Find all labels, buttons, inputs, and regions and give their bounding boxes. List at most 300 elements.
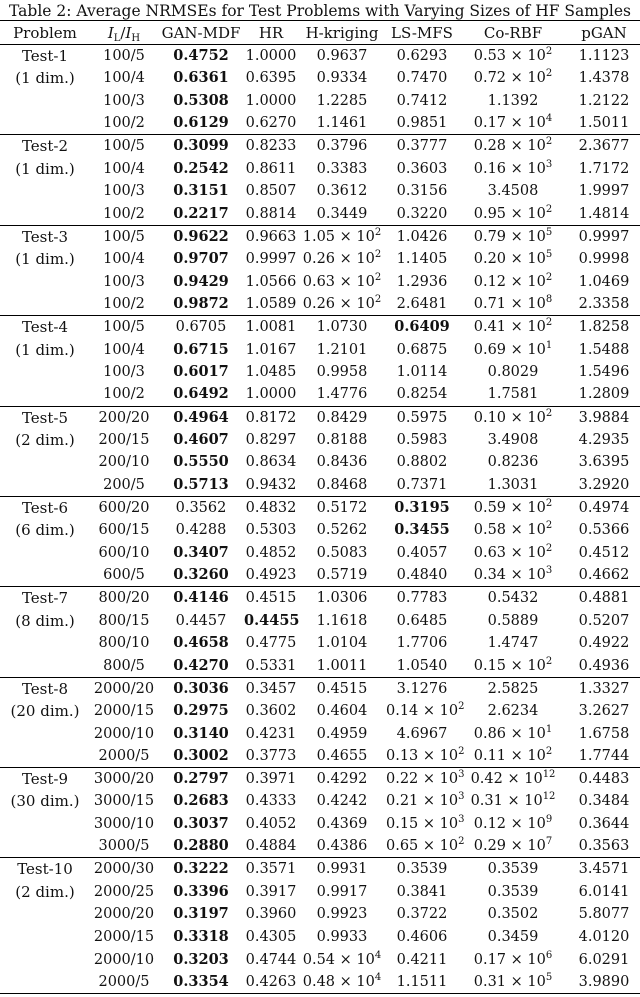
co-rbf-cell: $0.17 \times 10^4$ [473,113,553,132]
sample-size-cell: 100/4 [103,341,145,358]
co-rbf-cell: 1.7581 [487,386,539,403]
co-rbf-cell: 0.3539 [458,858,568,881]
ls-mfs-cell: 0.3156 [396,183,448,200]
table-row [0,655,640,678]
h-kriging-cell: 0.4655 [316,747,368,764]
hr-cell: 0.3571 [244,858,298,881]
ls-mfs-cell: 0.6875 [396,341,448,358]
h-kriging-cell: 1.2101 [316,341,368,358]
ls-mfs-cell: 0.8802 [396,454,448,471]
table-row [0,542,640,565]
sample-size-cell: 600/5 [103,567,145,584]
pgan-cell: 2.3677 [568,135,640,158]
co-rbf-cell: $0.71 \times 10^8$ [473,294,553,313]
hr-cell: 0.4052 [245,815,297,832]
ls-mfs-cell: 0.6409 [386,316,458,339]
ls-mfs-cell: 1.2936 [396,273,448,290]
problem-name: Test-7 [0,587,90,610]
table-row [0,948,640,971]
sample-size-cell: 800/15 [98,612,150,629]
h-kriging-cell: 0.9637 [316,48,368,65]
h-kriging-cell: 0.9958 [316,364,368,381]
ls-mfs-cell: 1.1511 [386,971,458,994]
table-caption: Table 2: Average NRMSEs for Test Problems with Varying Sizes of HF Samples [9,2,631,20]
problem-cell [0,90,90,113]
h-kriging-cell: $0.26 \times 10^2$ [302,249,382,268]
pgan-cell: 1.4814 [578,205,630,222]
ls-mfs-cell: 0.7412 [396,92,448,109]
sample-size-cell: 100/4 [103,70,145,87]
co-rbf-cell: 0.3459 [487,928,539,945]
gan-mdf-cell: 0.9429 [173,272,229,290]
header-pgan: pGAN [568,21,640,45]
h-kriging-cell: 0.9334 [316,70,368,87]
problem-dimension: (20 dim.) [10,702,80,721]
gan-mdf-cell: 0.3036 [158,677,244,700]
table-row [0,971,640,994]
gan-mdf-cell: 0.3222 [158,858,244,881]
gan-mdf-cell: 0.2542 [173,159,229,177]
sample-size-cell: 100/2 [103,386,145,403]
ls-mfs-cell: 1.0426 [386,225,458,248]
gan-mdf-cell: 0.3151 [173,182,229,200]
h-kriging-cell: 0.3796 [298,135,386,158]
h-kriging-cell: 1.0011 [316,657,368,674]
ls-mfs-cell: 0.3455 [394,521,450,539]
table-row [0,429,640,452]
gan-mdf-cell: 0.4457 [175,612,227,629]
ls-mfs-cell: 0.3220 [396,205,448,222]
hr-cell: 0.4333 [245,793,297,810]
pgan-cell: 1.2809 [578,386,630,403]
pgan-cell: 3.4571 [568,858,640,881]
h-kriging-cell: 1.0306 [298,587,386,610]
h-kriging-cell: 0.5172 [298,496,386,519]
pgan-cell: 1.7744 [578,747,630,764]
ls-mfs-cell: 0.3722 [396,906,448,923]
gan-mdf-cell: 0.9707 [173,250,229,268]
sample-size-cell: 200/10 [98,454,150,471]
sample-size-cell: 600/15 [98,522,150,539]
table-row [0,383,640,406]
pgan-cell: 1.5488 [578,341,630,358]
pgan-cell: 0.9997 [568,225,640,248]
sample-size-cell: 2000/15 [93,703,155,720]
gan-mdf-cell: 0.9622 [158,225,244,248]
h-kriging-cell: 0.4515 [298,677,386,700]
h-kriging-cell: $0.54 \times 10^4$ [302,949,382,968]
co-rbf-cell: $0.10 \times 10^2$ [458,406,568,429]
pgan-cell: 0.4881 [568,587,640,610]
header-problem: Problem [0,21,90,45]
gan-mdf-cell: 0.4607 [173,430,229,448]
sample-size-cell: 100/3 [103,183,145,200]
ls-mfs-cell: 0.4211 [396,951,448,968]
sample-size-cell: 3000/20 [90,768,158,791]
problem-name: Test-6 [0,496,90,519]
table-row [0,361,640,384]
h-kriging-cell: 0.4604 [316,703,368,720]
pgan-cell: 1.1123 [578,48,630,65]
problem-dimension: (1 dim.) [15,69,75,88]
sample-size-cell: 2000/5 [90,971,158,994]
h-kriging-cell: 1.0730 [298,316,386,339]
gan-mdf-cell: 0.2880 [173,837,229,855]
problem-dimension: (30 dim.) [10,792,80,811]
table-row [0,587,640,610]
ls-mfs-cell: $0.14 \times 10^2$ [386,701,465,720]
sample-size-cell: 100/5 [90,316,158,339]
sample-size-cell: 800/10 [98,635,150,652]
h-kriging-cell: $0.48 \times 10^4$ [298,971,386,994]
problem-cell [0,451,90,474]
co-rbf-cell: 1.1392 [487,92,539,109]
hr-cell: 0.4852 [245,544,297,561]
table-row [0,225,640,248]
problem-cell [0,655,90,678]
table-row [0,632,640,655]
pgan-cell: 3.9890 [568,971,640,994]
table-row [0,135,640,158]
problem-cell [0,112,90,135]
hr-cell: 0.8634 [245,454,297,471]
pgan-cell: 1.0469 [578,273,630,290]
problem-cell [0,926,90,949]
ls-mfs-cell: 0.6485 [396,612,448,629]
co-rbf-cell: $0.53 \times 10^2$ [473,46,553,65]
hr-cell: 0.8172 [244,406,298,429]
sample-size-cell: 2000/25 [93,883,155,900]
pgan-cell: 2.3358 [578,296,630,313]
gan-mdf-cell: 0.3197 [173,905,229,923]
table-row [0,745,640,768]
co-rbf-cell: 0.5432 [458,587,568,610]
problem-cell [0,903,90,926]
pgan-cell: 1.4378 [578,70,630,87]
ls-mfs-cell: 1.7706 [396,635,448,652]
sample-size-cell: 100/2 [103,205,145,222]
ls-mfs-cell: 0.8254 [396,386,448,403]
sample-size-cell: 2000/10 [93,725,155,742]
header-gan-mdf: GAN-MDF [158,21,244,45]
hr-cell: 1.0000 [245,48,297,65]
table-row [0,813,640,836]
sample-size-cell: 100/3 [103,364,145,381]
table-row [0,564,640,587]
problem-cell [0,474,90,497]
sample-size-cell: 3000/15 [93,793,155,810]
hr-cell: 1.0167 [245,341,297,358]
sample-size-cell: 2000/10 [93,951,155,968]
hr-cell: 0.3457 [244,677,298,700]
h-kriging-cell: 0.8188 [316,431,368,448]
sample-size-cell: 200/15 [98,431,150,448]
ls-mfs-cell: 0.4057 [396,544,448,561]
sample-size-cell: 2000/15 [93,928,155,945]
problem-cell [0,722,90,745]
hr-cell: 0.4231 [245,725,297,742]
h-kriging-cell: 1.0104 [316,635,368,652]
co-rbf-cell: 0.8236 [487,454,539,471]
gan-mdf-cell: 0.3037 [173,814,229,832]
pgan-cell: 3.6395 [578,454,630,471]
gan-mdf-cell: 0.6017 [173,363,229,381]
hr-cell: 0.4263 [244,971,298,994]
ls-mfs-cell: $0.15 \times 10^3$ [386,813,465,832]
co-rbf-cell: $0.31 \times 10^{12}$ [470,791,556,810]
table-row [0,248,640,271]
gan-mdf-cell: 0.9872 [173,295,229,313]
table-row [0,835,640,858]
sample-size-cell: 2000/20 [93,906,155,923]
gan-mdf-cell: 0.2797 [158,768,244,791]
gan-mdf-cell: 0.5713 [173,475,229,493]
ls-mfs-cell: 4.6967 [396,725,448,742]
h-kriging-cell: 0.9923 [316,906,368,923]
gan-mdf-cell: 0.2217 [173,204,229,222]
ls-mfs-cell: 0.4606 [396,928,448,945]
hr-cell: 0.6270 [245,115,297,132]
sample-size-cell: 600/10 [98,544,150,561]
hr-cell: 0.8507 [245,183,297,200]
h-kriging-cell: 0.5083 [316,544,368,561]
gan-mdf-cell: 0.5550 [173,453,229,471]
table-row [0,496,640,519]
problem-name: Test-5 [0,406,90,429]
hr-cell: 1.0081 [244,316,298,339]
h-kriging-cell: 0.9933 [316,928,368,945]
table-row [0,406,640,429]
ls-mfs-cell: 0.3841 [396,883,448,900]
pgan-cell: 0.4922 [578,635,630,652]
header-sizes: $I_L/I_H$ [90,21,158,45]
pgan-cell: 3.9884 [568,406,640,429]
ls-mfs-cell: 1.1405 [396,251,448,268]
ls-mfs-cell: 0.5975 [386,406,458,429]
table-row [0,316,640,339]
sample-size-cell: 2000/30 [90,858,158,881]
co-rbf-cell: 0.3502 [487,906,539,923]
gan-mdf-cell: 0.3140 [173,724,229,742]
hr-cell: 0.6395 [245,70,297,87]
problem-name: Test-8 [0,677,90,700]
pgan-cell: 0.3563 [578,838,630,855]
ls-mfs-cell: $0.65 \times 10^2$ [386,836,465,855]
h-kriging-cell: $0.26 \times 10^2$ [302,294,382,313]
co-rbf-cell: 0.5889 [487,612,539,629]
h-kriging-cell: 0.3449 [316,205,368,222]
table-row [0,700,640,723]
h-kriging-cell: 1.2285 [316,92,368,109]
problem-cell [0,632,90,655]
gan-mdf-cell: 0.4146 [158,587,244,610]
gan-mdf-cell: 0.3407 [173,543,229,561]
sample-size-cell: 200/5 [103,476,145,493]
table-row [0,609,640,632]
co-rbf-cell: $0.41 \times 10^2$ [458,316,568,339]
hr-cell: 0.8297 [245,431,297,448]
ls-mfs-cell: 0.6293 [396,48,448,65]
ls-mfs-cell: 0.3195 [386,496,458,519]
header-h-kriging: H-kriging [298,21,386,45]
hr-cell: 0.5303 [245,522,297,539]
sample-size-cell: 2000/20 [90,677,158,700]
problem-dimension: (1 dim.) [15,250,75,269]
header-co-rbf: Co-RBF [458,21,568,45]
hr-cell: 0.4775 [245,635,297,652]
co-rbf-cell: $0.12 \times 10^9$ [473,813,553,832]
sample-size-cell: 600/20 [90,496,158,519]
pgan-cell: 5.8077 [578,906,630,923]
sample-size-cell: 100/5 [90,225,158,248]
h-kriging-cell: 0.4369 [316,815,368,832]
pgan-cell: 4.0120 [578,928,630,945]
gan-mdf-cell: 0.5308 [173,91,229,109]
ls-mfs-cell: 0.7470 [396,70,448,87]
co-rbf-cell: 1.4747 [487,635,539,652]
problem-cell [0,835,90,858]
problem-cell [0,361,90,384]
sample-size-cell: 100/4 [103,160,145,177]
pgan-cell: 0.4662 [578,567,630,584]
co-rbf-cell: $0.69 \times 10^1$ [473,339,553,358]
sample-size-cell: 100/5 [103,48,145,65]
h-kriging-cell: $0.63 \times 10^2$ [302,271,382,290]
gan-mdf-cell: 0.3260 [173,566,229,584]
pgan-cell: 0.5207 [578,612,630,629]
co-rbf-cell: $0.79 \times 10^5$ [458,225,568,248]
gan-mdf-cell: 0.3354 [158,971,244,994]
co-rbf-cell: $0.31 \times 10^5$ [458,971,568,994]
problem-cell [0,383,90,406]
hr-cell: 0.4744 [245,951,297,968]
table-row [0,157,640,180]
problem-cell [0,745,90,768]
co-rbf-cell: 1.3031 [487,476,539,493]
problem-name: Test-9 [0,768,90,791]
problem-dimension: (8 dim.) [15,611,75,630]
pgan-cell: 0.5366 [578,522,630,539]
pgan-cell: 1.5011 [578,115,630,132]
hr-cell: 0.8611 [245,160,297,177]
problem-cell [0,542,90,565]
results-table [0,20,640,994]
pgan-cell: 1.7172 [578,160,630,177]
table-row [0,180,640,203]
co-rbf-cell: $0.16 \times 10^3$ [473,158,553,177]
gan-mdf-cell: 0.3318 [173,927,229,945]
h-kriging-cell: $1.05 \times 10^2$ [298,225,386,248]
h-kriging-cell: 0.4386 [316,838,368,855]
co-rbf-cell: 2.5825 [458,677,568,700]
sample-size-cell: 3000/10 [93,815,155,832]
pgan-cell: 3.2627 [578,703,630,720]
pgan-cell: 4.2935 [578,431,630,448]
h-kriging-cell: 1.1618 [316,612,368,629]
table-row [0,880,640,903]
h-kriging-cell: 0.9931 [298,858,386,881]
problem-cell [0,203,90,226]
sample-size-cell: 100/2 [103,296,145,313]
hr-cell: 0.4923 [245,567,297,584]
gan-mdf-cell: 0.6492 [173,385,229,403]
ls-mfs-cell: 2.6481 [396,296,448,313]
gan-mdf-cell: 0.2683 [173,792,229,810]
gan-mdf-cell: 0.4288 [175,522,227,539]
problem-dimension: (6 dim.) [15,521,75,540]
co-rbf-cell: $0.28 \times 10^2$ [458,135,568,158]
co-rbf-cell: $0.11 \times 10^2$ [473,745,553,764]
pgan-cell: 0.3644 [578,815,630,832]
hr-cell: 1.0589 [245,296,297,313]
hr-cell: 0.4305 [245,928,297,945]
gan-mdf-cell: 0.4270 [173,656,229,674]
table-row [0,768,640,791]
ls-mfs-cell: 0.5983 [396,431,448,448]
hr-cell: 0.8233 [244,135,298,158]
table-row [0,293,640,316]
problem-name: Test-10 [0,858,90,881]
pgan-cell: 0.4512 [578,544,630,561]
sample-size-cell: 2000/5 [98,747,150,764]
sample-size-cell: 100/3 [103,92,145,109]
hr-cell: 0.4884 [245,838,297,855]
sample-size-cell: 100/2 [103,115,145,132]
problem-name: Test-4 [0,316,90,339]
table-row [0,858,640,881]
h-kriging-cell: 0.3383 [316,160,368,177]
h-kriging-cell: 0.3612 [316,183,368,200]
sample-size-cell: 100/5 [90,135,158,158]
problem-cell [0,293,90,316]
sample-size-cell: 100/3 [103,273,145,290]
pgan-cell: 1.2122 [578,92,630,109]
sample-size-cell: 200/20 [90,406,158,429]
ls-mfs-cell: 1.0540 [396,657,448,674]
problem-name: Test-2 [0,135,90,158]
hr-cell: 0.3602 [245,703,297,720]
ls-mfs-cell: 1.0114 [396,364,448,381]
sample-size-cell: 800/5 [103,657,145,674]
ls-mfs-cell: 0.7371 [396,476,448,493]
gan-mdf-cell: 0.3099 [158,135,244,158]
problem-dimension: (1 dim.) [15,340,75,359]
hr-cell: 0.3971 [244,768,298,791]
hr-cell: 0.4832 [244,496,298,519]
co-rbf-cell: 2.6234 [487,703,539,720]
hr-cell: 0.4455 [244,611,300,629]
ls-mfs-cell: 0.9851 [396,115,448,132]
gan-mdf-cell: 0.4658 [173,634,229,652]
ls-mfs-cell: $0.22 \times 10^3$ [386,768,458,791]
pgan-cell: 0.9998 [578,251,630,268]
co-rbf-cell: $0.72 \times 10^2$ [473,68,553,87]
co-rbf-cell: $0.58 \times 10^2$ [473,520,553,539]
h-kriging-cell: 0.9917 [316,883,368,900]
hr-cell: 1.0000 [245,92,297,109]
co-rbf-cell: $0.59 \times 10^2$ [458,496,568,519]
table-row [0,722,640,745]
co-rbf-cell: 0.3539 [487,883,539,900]
problem-cell [0,813,90,836]
co-rbf-cell: $0.20 \times 10^5$ [473,249,553,268]
problem-dimension: (2 dim.) [15,882,75,901]
problem-cell [0,564,90,587]
gan-mdf-cell: 0.6705 [158,316,244,339]
gan-mdf-cell: 0.2975 [173,702,229,720]
ls-mfs-cell: 0.7783 [386,587,458,610]
header-row [0,21,640,45]
